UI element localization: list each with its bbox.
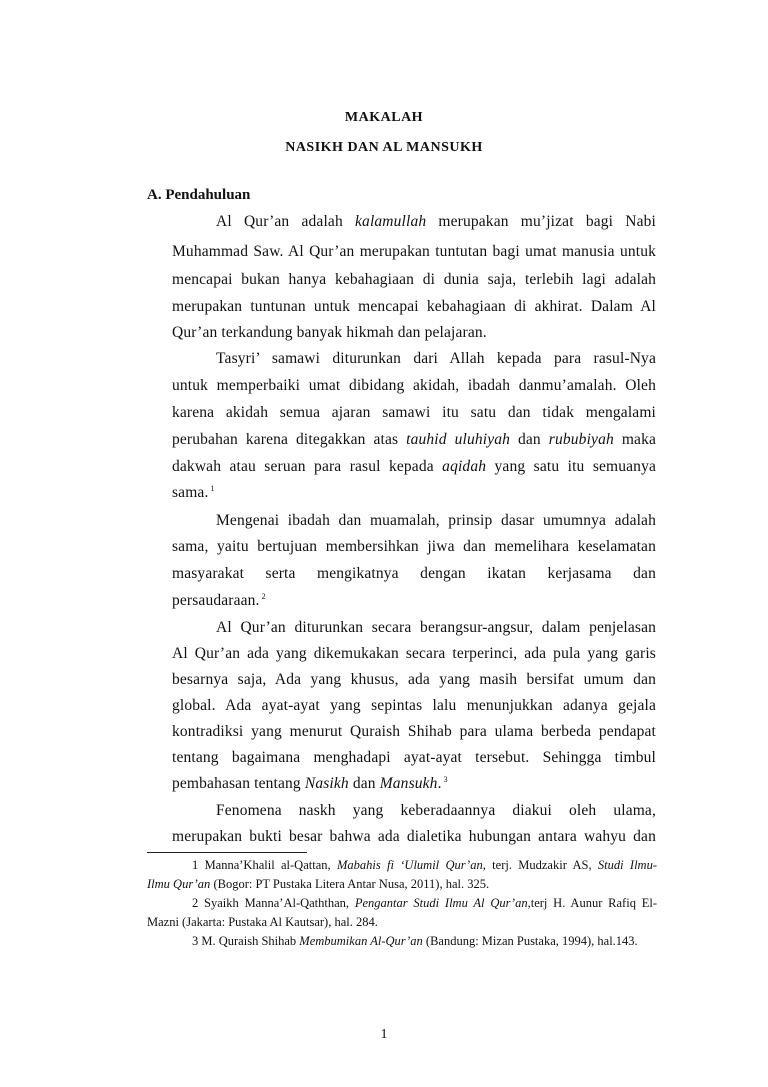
paragraph-line: kontradiksi yang menurut Quraish Shihab para ulama berbeda pendapat — [172, 723, 656, 740]
document-subtitle: NASIKH DAN AL MANSUKH — [285, 140, 483, 155]
paragraph-line: Qur’an terkandung banyak hikmah dan pelajaran. — [172, 324, 487, 341]
footnote-divider — [147, 852, 307, 853]
paragraph-line: Al Qur’an ada yang dikemukakan secara terperinci, ada pula yang garis — [172, 645, 656, 662]
paragraph-line: merupakan tuntunan untuk mencapai kebahagiaan di akhirat. Dalam Al — [172, 298, 656, 315]
footnote-ref[interactable]: 3 — [443, 775, 448, 784]
paragraph-line: pembahasan tentang Nasikh dan Mansukh. $^3$ — [172, 775, 448, 792]
paragraph-line: karena akidah semua ajaran samawi itu satu dan tidak mengalami — [172, 404, 656, 421]
page-number: 1 — [380, 1027, 388, 1042]
document-title: MAKALAH — [344, 110, 424, 125]
paragraph-line: masyarakat serta mengikatnya dengan ikatan kerjasama dan — [172, 565, 656, 582]
paragraph-line: Muhammad Saw. Al Qur’an merupakan tuntutan bagi umat manusia untuk — [172, 243, 656, 260]
paragraph-line: Tasyri’ samawi diturunkan dari Allah kepada para rasul-Nya — [216, 350, 656, 367]
paragraph-line: perubahan karena ditegakkan atas tauhid uluhiyah dan rububiyah maka — [172, 431, 656, 448]
paragraph-line: Al Qur’an adalah kalamullah merupakan mu’jizat bagi Nabi — [216, 213, 656, 230]
footnote-2-cont: Mazni (Jakarta: Pustaka Al Kautsar), hal. 284. — [147, 915, 378, 929]
paragraph-line: tentang bagaimana menghadapi ayat-ayat tersebut. Sehingga timbul — [172, 749, 656, 766]
paragraph-line: mencapai bukan hanya kebahagiaan di dunia saja, terlebih lagi adalah — [172, 271, 656, 288]
footnote-ref[interactable]: 1 — [210, 484, 215, 493]
footnote-ref[interactable]: 2 — [261, 592, 266, 601]
paragraph-line: sama, yaitu bertujuan membersihkan jiwa dan memelihara keselamatan — [172, 538, 656, 555]
paragraph-line: global. Ada ayat-ayat yang sepintas lalu menunjukkan adanya gejala — [172, 697, 656, 714]
paragraph-line: Mengenai ibadah dan muamalah, prinsip dasar umumnya adalah — [216, 512, 656, 529]
paragraph-line: untuk memperbaiki umat dibidang akidah, ibadah danmu’amalah. Oleh — [172, 377, 656, 394]
paragraph-line: merupakan bukti besar bahwa ada dialetika hubungan antara wahyu dan — [172, 828, 656, 845]
footnote-2: 2 Syaikh Manna’Al-Qaththan, Pengantar Studi Ilmu Al Qur’an,terj H. Aunur Rafiq El- — [192, 896, 658, 910]
footnote-3: 3 M. Quraish Shihab Membumikan Al-Qur’an (Bandung: Mizan Pustaka, 1994), hal.143. — [192, 934, 638, 948]
paragraph-line: sama. $^1$ — [172, 484, 215, 501]
paragraph-line: dakwah atau seruan para rasul kepada aqidah yang satu itu semuanya — [172, 458, 656, 475]
paragraph-line: persaudaraan. $^2$ — [172, 592, 266, 609]
paragraph-line: Fenomena naskh yang keberadaannya diakui oleh ulama, — [216, 802, 656, 819]
section-heading: A. Pendahuluan — [147, 187, 251, 203]
footnote-1-cont: Ilmu Qur’an (Bogor: PT Pustaka Litera Antar Nusa, 2011), hal. 325. — [147, 877, 490, 891]
paragraph-line: Al Qur’an diturunkan secara berangsur-angsur, dalam penjelasan — [216, 619, 656, 636]
footnote-1: 1 Manna’Khalil al-Qattan, Mabahis fi ‘Ulumil Qur’an, terj. Mudzakir AS, Studi Ilmu- — [192, 858, 657, 872]
paragraph-line: besarnya saja, Ada yang khusus, ada yang masih bersifat umum dan — [172, 671, 656, 688]
